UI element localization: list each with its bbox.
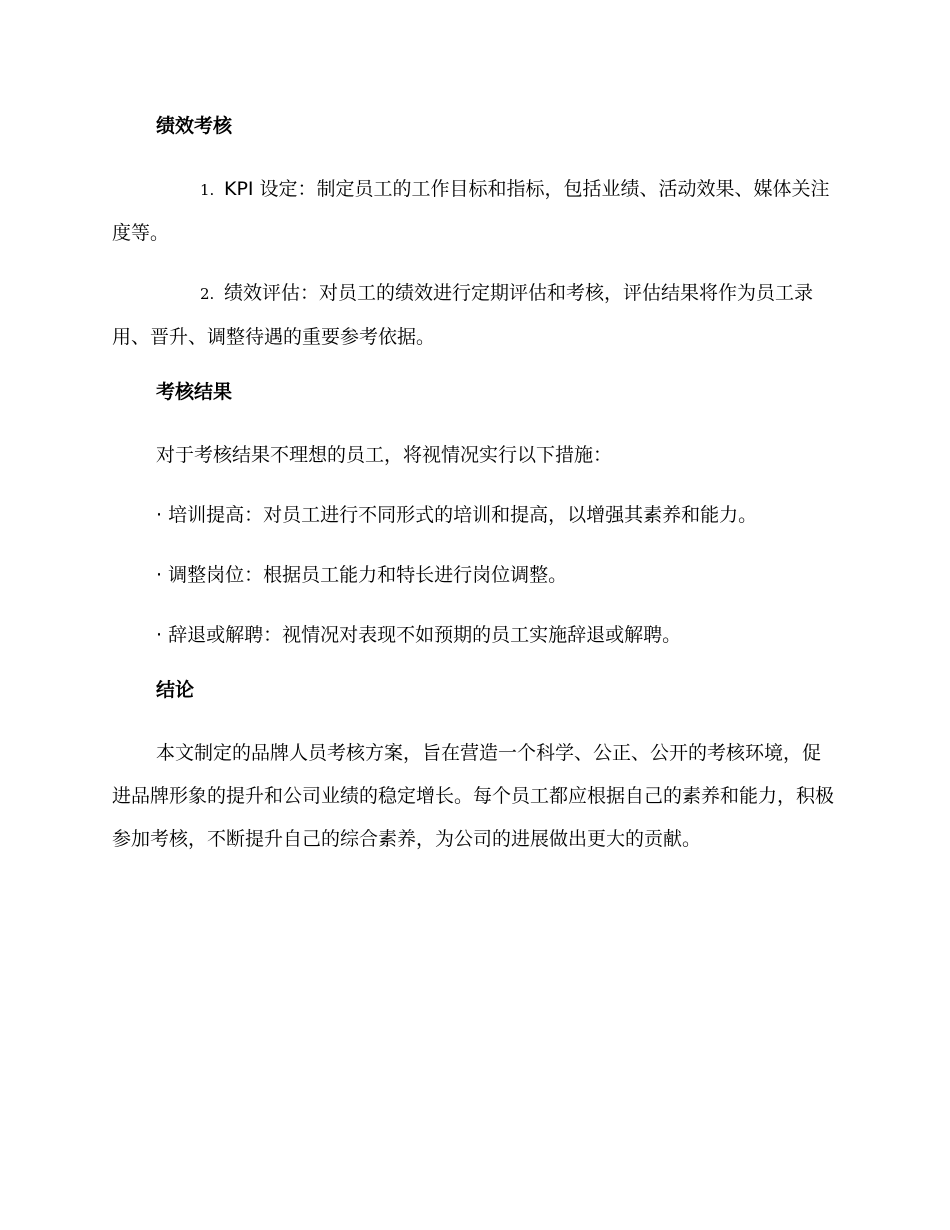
item-number: 2.: [200, 285, 215, 303]
section-heading-results: 考核结果: [156, 381, 233, 403]
numbered-item: [112, 272, 834, 359]
item-text: 绩效评估：对员工的绩效进行定期评估和考核，评估结果将作为员工录用、晋升、调整待遇的重要参考依据。: [112, 282, 814, 348]
bullet-text: 培训提高：对员工进行不同形式的培训和提高，以增强其素养和能力。: [168, 504, 758, 526]
bullet-item: [112, 494, 834, 537]
section-heading-conclusion: 结论: [156, 679, 195, 701]
bullet-item: [112, 554, 834, 597]
bullet-dot: ·: [156, 504, 163, 526]
bullet-dot: ·: [156, 624, 163, 646]
numbered-item: [112, 168, 834, 255]
conclusion-paragraph: 本文制定的品牌人员考核方案，旨在营造一个科学、公正、公开的考核环境，促进品牌形象的提升和公司业绩的稳定增长。每个员工都应根据自己的素养和能力，积极参加考核，不断提升自己的综合素养，为公司的进展做出更大的贡献。: [112, 742, 835, 850]
bullet-text: 辞退或解聘：视情况对表现不如预期的员工实施辞退或解聘。: [168, 624, 682, 646]
item-number: 1.: [200, 181, 215, 199]
bullet-text: 调整岗位：根据员工能力和特长进行岗位调整。: [168, 564, 568, 586]
section-heading-performance: 绩效考核: [156, 115, 233, 137]
document-page: [112, 110, 834, 878]
item-text: KPI 设定：制定员工的工作目标和指标，包括业绩、活动效果、媒体关注度等。: [112, 178, 830, 244]
bullet-item: [112, 614, 834, 657]
intro-paragraph: 对于考核结果不理想的员工，将视情况实行以下措施：: [156, 444, 613, 466]
bullet-dot: ·: [156, 564, 163, 586]
